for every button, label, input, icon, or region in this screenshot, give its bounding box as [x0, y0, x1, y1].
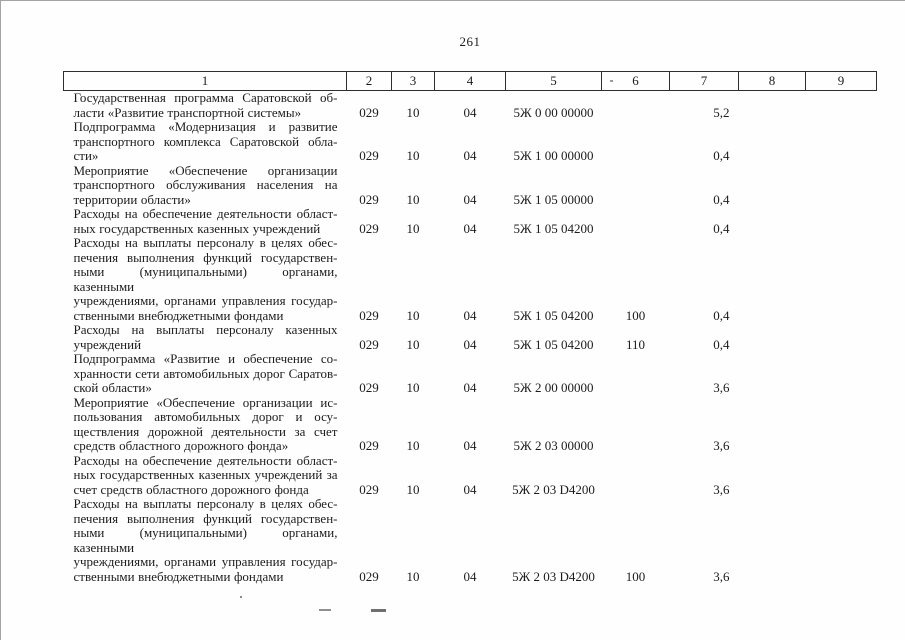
cell-section: 10	[406, 481, 420, 497]
description-line: средств областного дорожного фонда»	[73, 438, 289, 453]
cell-amount: 0,4	[713, 336, 730, 352]
description-line: ственными внебюджетными фондами	[73, 307, 284, 323]
cell-grbs-code: 029	[359, 220, 379, 236]
cell-subsection: 04	[463, 191, 477, 207]
cell-expense-type	[602, 352, 670, 396]
scan-dash	[319, 609, 331, 611]
description-line: Расходы на обеспечение деятельности област-	[73, 452, 338, 468]
description-line: ской области»	[73, 380, 152, 395]
table-row	[64, 323, 877, 352]
header-cell: 1	[64, 72, 347, 91]
cell-target-article: 5Ж 1 05 00000	[513, 191, 594, 207]
cell-col8	[739, 454, 806, 498]
cell-section: 10	[406, 380, 420, 395]
row-description	[64, 454, 347, 498]
description-line: Подпрограмма «Развитие и обеспечение со-	[73, 351, 338, 366]
cell-col8	[739, 164, 806, 208]
table-row	[64, 454, 877, 498]
header-cell: 4	[435, 72, 506, 91]
cell-section: 10	[406, 438, 420, 453]
cell-col8	[739, 120, 806, 164]
cell-target-article: 5Ж 1 05 04200	[513, 307, 594, 323]
row-description	[64, 236, 347, 323]
description-line: печения выполнения функций государствен-	[73, 249, 338, 265]
table-header-row	[64, 72, 877, 91]
cell-grbs-code: 029	[359, 481, 379, 497]
description-line: Расходы на обеспечение деятельности област-	[73, 206, 338, 221]
cell-grbs-code: 029	[359, 148, 379, 163]
header-cell: 8	[739, 72, 806, 91]
cell-section: 10	[406, 104, 420, 120]
cell-section: 10	[406, 336, 420, 352]
cell-subsection: 04	[463, 307, 477, 323]
cell-subsection: 04	[463, 336, 477, 352]
cell-col9	[806, 164, 877, 208]
cell-amount: 0,4	[713, 148, 730, 163]
description-line: транспортного комплекса Саратовской обла-	[73, 133, 338, 149]
description-line: пользования автомобильных дорог и осу-	[73, 409, 338, 424]
cell-section: 10	[406, 307, 420, 323]
table-row	[64, 164, 877, 208]
description-line: Мероприятие «Обеспечение организации ис-	[73, 394, 338, 410]
scan-speck	[240, 596, 242, 598]
description-line: хранности сети автомобильных дорог Саратов-	[73, 365, 338, 381]
header-cell: 7	[670, 72, 739, 91]
description-line: Государственная программа Саратовской об-	[73, 90, 338, 105]
cell-expense-type	[602, 396, 670, 454]
cell-target-article: 5Ж 2 03 00000	[513, 438, 594, 453]
description-line: учреждений	[73, 336, 142, 352]
cell-subsection: 04	[463, 148, 477, 163]
cell-amount: 3,6	[713, 481, 730, 497]
description-line: Мероприятие «Обеспечение организации	[73, 162, 338, 178]
description-line: Подпрограмма «Модернизация и развитие	[73, 119, 338, 134]
scan-dash	[371, 609, 386, 612]
description-line: Расходы на выплаты персоналу в целях обес-	[73, 235, 338, 250]
cell-grbs-code: 029	[359, 336, 379, 352]
cell-amount: 3,6	[713, 568, 730, 584]
cell-col8	[739, 323, 806, 352]
cell-amount: 0,4	[713, 191, 730, 207]
cell-amount: 5,2	[713, 104, 730, 120]
cell-col9	[806, 352, 877, 396]
cell-target-article: 5Ж 2 03 D4200	[512, 568, 595, 584]
header-cell: 9	[806, 72, 877, 91]
cell-section: 10	[406, 191, 420, 207]
description-line: печения выполнения функций государствен-	[73, 510, 338, 526]
cell-col9	[806, 497, 877, 584]
cell-col8	[739, 236, 806, 323]
row-description	[64, 352, 347, 396]
row-description	[64, 120, 347, 164]
description-line: ных государственных казенных учреждений	[73, 220, 321, 236]
budget-table-body	[64, 72, 877, 585]
cell-target-article: 5Ж 1 05 04200	[513, 336, 594, 352]
cell-grbs-code: 029	[359, 307, 379, 323]
description-line: ными (муниципальными) органами, казенными	[73, 264, 338, 294]
cell-subsection: 04	[463, 220, 477, 236]
cell-expense-type	[602, 164, 670, 208]
cell-target-article: 5Ж 1 05 04200	[513, 220, 594, 236]
cell-col9	[806, 120, 877, 164]
row-description	[64, 164, 347, 208]
description-line: транспортного обслуживания населения на	[73, 177, 338, 192]
cell-col9	[806, 236, 877, 323]
description-line: счет средств областного дорожного фонда	[73, 481, 309, 497]
header-cell: 6	[602, 72, 670, 91]
cell-target-article: 5Ж 2 03 D4200	[512, 481, 595, 497]
description-line: ных государственных казенных учреждений за	[73, 467, 338, 482]
cell-col8	[739, 352, 806, 396]
cell-subsection: 04	[463, 438, 477, 453]
table-row	[64, 91, 877, 121]
cell-grbs-code: 029	[359, 104, 379, 120]
cell-grbs-code: 029	[359, 380, 379, 395]
description-line: сти»	[73, 148, 99, 163]
cell-amount: 0,4	[713, 307, 730, 323]
table-row	[64, 396, 877, 454]
cell-amount: 3,6	[713, 438, 730, 453]
cell-subsection: 04	[463, 568, 477, 584]
header-cell: 5	[506, 72, 602, 91]
table-row	[64, 120, 877, 164]
table-row	[64, 236, 877, 323]
cell-amount: 3,6	[713, 380, 730, 395]
row-description	[64, 91, 347, 121]
row-description	[64, 497, 347, 584]
description-line: ственными внебюджетными фондами	[73, 568, 284, 584]
cell-target-article: 5Ж 2 00 00000	[513, 380, 594, 395]
cell-col9	[806, 323, 877, 352]
cell-expense-type	[602, 207, 670, 236]
budget-table	[63, 71, 877, 584]
cell-col9	[806, 396, 877, 454]
cell-col9	[806, 91, 877, 121]
description-line: учреждениями, органами управления государ-	[73, 554, 338, 569]
row-description	[64, 207, 347, 236]
cell-expense-type: 100	[625, 307, 646, 323]
table-row	[64, 497, 877, 584]
cell-expense-type: 100	[625, 568, 646, 584]
table-row	[64, 352, 877, 396]
cell-target-article: 5Ж 0 00 00000	[513, 104, 594, 120]
cell-subsection: 04	[463, 481, 477, 497]
cell-col8	[739, 207, 806, 236]
description-line: Расходы на выплаты персоналу в целях обес-	[73, 496, 338, 511]
page-number: 261	[459, 34, 481, 49]
cell-section: 10	[406, 568, 420, 584]
description-line: ласти «Развитие транспортной системы»	[73, 104, 302, 120]
cell-subsection: 04	[463, 104, 477, 120]
description-line: территории области»	[73, 191, 191, 207]
cell-grbs-code: 029	[359, 568, 379, 584]
cell-grbs-code: 029	[359, 438, 379, 453]
cell-col9	[806, 207, 877, 236]
cell-section: 10	[406, 220, 420, 236]
cell-subsection: 04	[463, 380, 477, 395]
cell-col8	[739, 497, 806, 584]
description-line: учреждениями, органами управления государ-	[73, 293, 338, 308]
cell-expense-type: 110	[625, 336, 646, 352]
description-line: Расходы на выплаты персоналу казенных	[73, 322, 338, 337]
cell-expense-type	[602, 454, 670, 498]
row-description	[64, 323, 347, 352]
scan-speck	[610, 80, 613, 82]
cell-col8	[739, 396, 806, 454]
cell-amount: 0,4	[713, 220, 730, 236]
cell-expense-type	[602, 91, 670, 121]
cell-expense-type	[602, 120, 670, 164]
cell-col8	[739, 91, 806, 121]
cell-col9	[806, 454, 877, 498]
header-cell: 2	[347, 72, 392, 91]
cell-grbs-code: 029	[359, 191, 379, 207]
cell-target-article: 5Ж 1 00 00000	[513, 148, 594, 163]
header-cell: 3	[392, 72, 435, 91]
description-line: ными (муниципальными) органами, казенными	[73, 525, 338, 555]
description-line: ществления дорожной деятельности за счет	[73, 423, 338, 439]
row-description	[64, 396, 347, 454]
table-row	[64, 207, 877, 236]
cell-section: 10	[406, 148, 420, 163]
